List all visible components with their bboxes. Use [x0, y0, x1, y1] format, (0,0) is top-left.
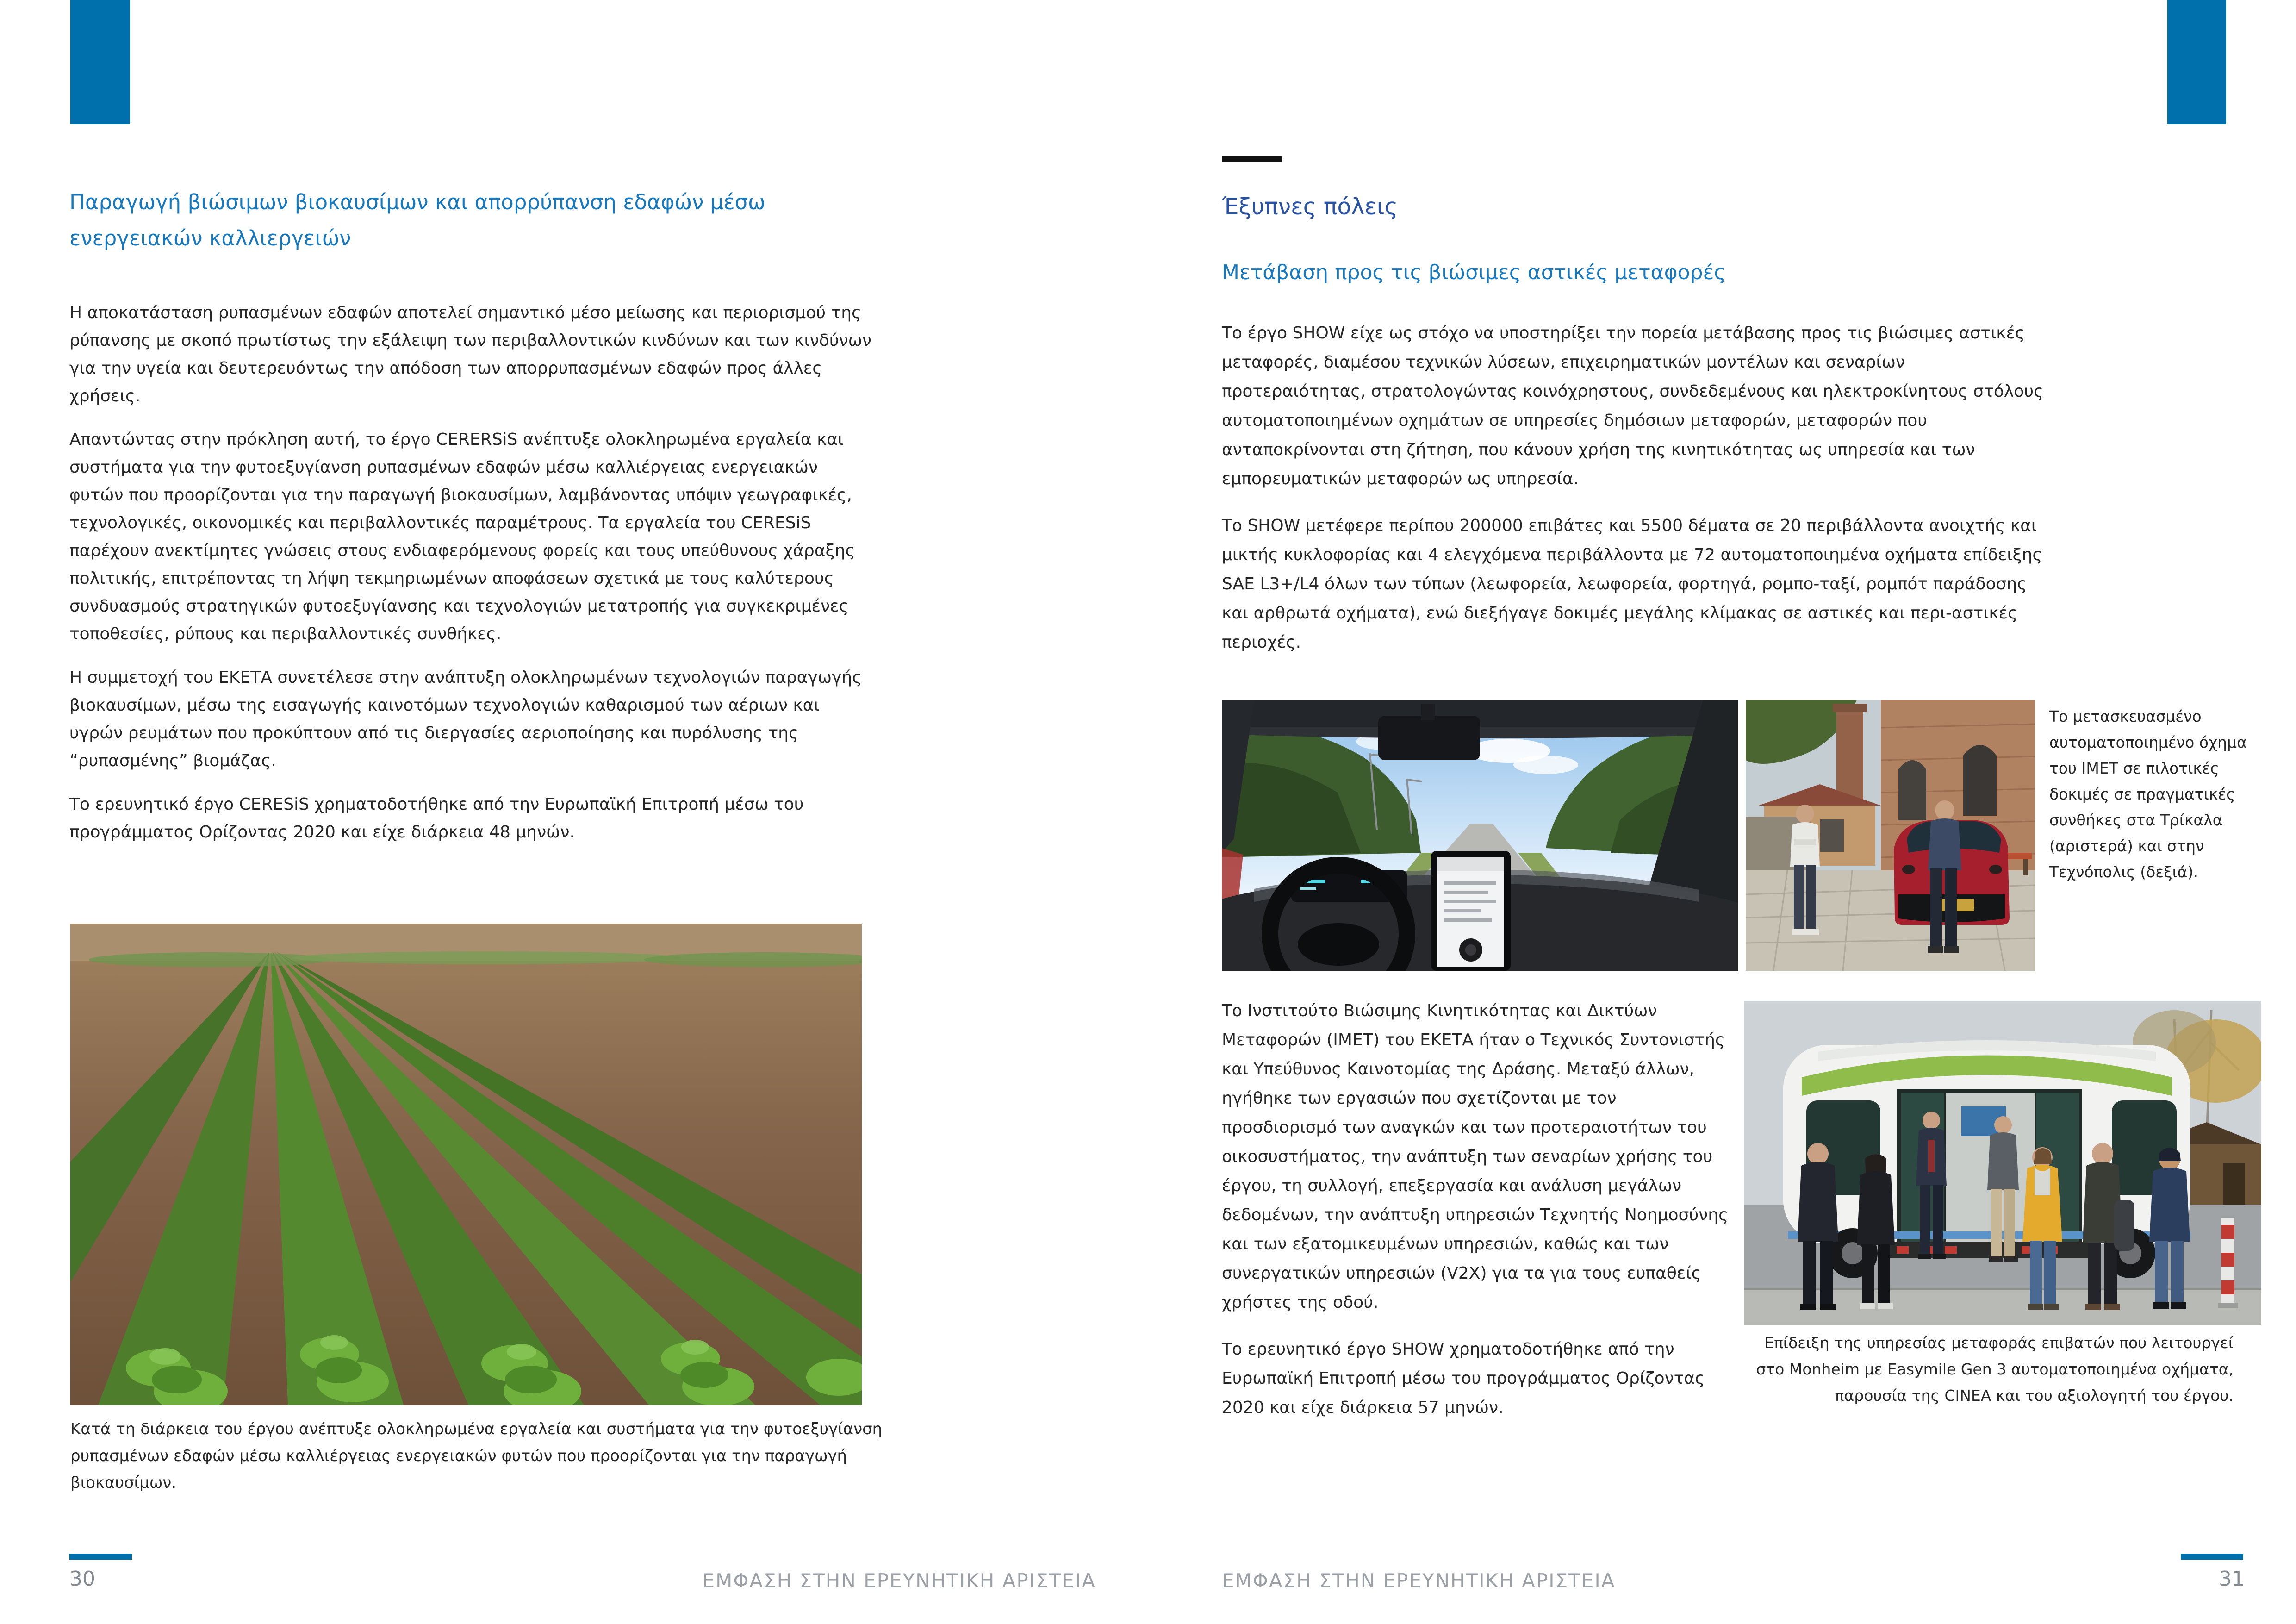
right-page-text-column: [1222, 319, 2050, 675]
right-paragraph-1: Το έργο SHOW είχε ως στόχο να υποστηρίξει την πορεία μετάβασης προς τις βιώσιμες αστικές μεταφορές, διαμέσου τεχνικών λύσεων, επιχειρηματικών μοντέλων και σεναρίων προτεραιότητας, στρατολογώντας κοινόχρηστους, συνδεδεμένους και ηλεκτροκίνητους στόλους αυτοματοποιημένων οχημάτων σε υπηρεσίες δημόσιων μεταφορών, μεταφορών που ανταποκρίνονται στη ζήτηση, που κάνουν χρήση της κινητικότητας ως υπηρεσία και των εμπορευματικών μεταφορών ως υπηρεσία.: [1222, 324, 2044, 488]
right-subheading: Μετάβαση προς τις βιώσιμες αστικές μεταφορές: [1222, 261, 1726, 284]
left-page-heading: Παραγωγή βιώσιμων βιοκαυσίμων και απορρύπανση εδαφών μέσω ενεργειακών καλλιεργειών: [69, 190, 765, 250]
right-column-paragraph-2: Το ερευνητικό έργο SHOW χρηματοδοτήθηκε από την Ευρωπαϊκή Επιτροπή μέσω του προγράμματος Ορίζοντας 2020 και είχε διάρκεια 57 μηνών.: [1222, 1340, 1705, 1417]
right-page-number: 31: [2219, 1567, 2245, 1591]
left-paragraph-3: Η συμμετοχή του ΕΚΕΤΑ συνετέλεσε στην ανάπτυξη ολοκληρωμένων τεχνολογιών παραγωγής βιοκαυσίμων, μέσω της εισαγωγής καινοτόμων τεχνολογιών καθαρισμού των αέριων και υγρών ρευμάτων που προκύπτουν από τις διεργασίες αεριοποίησης και πυρόλυσης της “ρυπασμένης” βιομάζας.: [69, 668, 862, 770]
right-footer-title: ΕΜΦΑΣΗ ΣΤΗΝ ΕΡΕΥΝΗΤΙΚΗ ΑΡΙΣΤΕΙΑ: [1222, 1569, 1616, 1592]
left-footer-title: ΕΜΦΑΣΗ ΣΤΗΝ ΕΡΕΥΝΗΤΙΚΗ ΑΡΙΣΤΕΙΑ: [702, 1569, 1096, 1592]
left-footer-rule: [69, 1554, 132, 1560]
crop-field-photo: [70, 924, 862, 1405]
section-rule: [1222, 156, 1282, 162]
right-page-corner-marker: [2167, 0, 2226, 124]
right-column-paragraph-1: Το Ινστιτούτο Βιώσιμης Κινητικότητας και Δικτύων Μεταφορών (ΙΜΕΤ) του ΕΚΕΤΑ ήταν ο Τεχνικός Συντονιστής και Υπεύθυνος Καινοτομίας της Δράσης. Μεταξύ άλλων, ηγήθηκε των εργασιών που σχετίζονται με τον προσδιορισμό των αναγκών και των προτεραιοτήτων του οικοσυστήματος, την ανάπτυξη των σεναρίων χρήσης του έργου, τη συλλογή, επεξεργασία και ανάλυση μεγάλων δεδομένων, την ανάπτυξη υπηρεσιών Τεχνητής Νοημοσύνης και των εξατομικευμένων υπηρεσιών, καθώς και των συνεργατικών υπηρεσιών (V2X) για τα για τους ευπαθείς χρήστες της οδού.: [1222, 1001, 1729, 1312]
left-page-text-column: [69, 184, 875, 862]
car-photos-caption: Το μετασκευασμένο αυτοματοποιημένο όχημα του ΙΜΕΤ σε πιλοτικές δοκιμές σε πραγματικές συνθήκες στα Τρίκαλα (αριστερά) και στην Τεχνόπολις (δεξιά).: [2049, 707, 2247, 881]
left-paragraph-1: Η αποκατάσταση ρυπασμένων εδαφών αποτελεί σημαντικό μέσο μείωσης και περιορισμού της ρύπανσης με σκοπό πρωτίστως την εξάλειψη των περιβαλλοντικών κινδύνων και των κινδύνων για την υγεία και δευτερευόντως την απόδοση των απορρυπασμένων εδαφών προς άλλες χρήσεις.: [69, 303, 872, 406]
right-paragraph-2: Το SHOW μετέφερε περίπου 200000 επιβάτες και 5500 δέματα σε 20 περιβάλλοντα ανοιχτής και μικτής κυκλοφορίας και 4 ελεγχόμενα περιβάλλοντα με 72 αυτοματοποιημένα οχήματα επίδειξης SAE L3+/L4 όλων των τύπων (λεωφορεία, λεωφορεία, φορτηγά, ρομπο-ταξί, ρομπότ παράδοσης και αρθρωτά οχήματα), ενώ διεξήγαγε δοκιμές μεγάλης κλίμακας σε αστικές και περι-αστικές περιοχές.: [1222, 516, 2042, 652]
red-car-pilot-photo: [1746, 700, 2035, 971]
right-section-heading: Έξυπνες πόλεις: [1222, 194, 1398, 220]
bus-photo-caption: Επίδειξη της υπηρεσίας μεταφοράς επιβατών που λειτουργεί στο Monheim με Easymile Gen 3 αυτοματοποιημένα οχήματα, παρουσία της CINEA και του αξιολογητή του έργου.: [1756, 1334, 2234, 1405]
right-page-narrow-column: [1222, 996, 1736, 1440]
left-paragraph-4: Το ερευνητικό έργο CERESiS χρηματοδοτήθηκε από την Ευρωπαϊκή Επιτροπή μέσω του προγράμματος Ορίζοντας 2020 και είχε διάρκεια 48 μηνών.: [69, 795, 804, 842]
autonomous-car-dashboard-photo: [1222, 700, 1738, 971]
shuttle-bus-group-photo: [1744, 1001, 2261, 1325]
left-page-number: 30: [69, 1567, 95, 1591]
left-photo-caption: Κατά τη διάρκεια του έργου ανέπτυξε ολοκληρωμένα εργαλεία και συστήματα για την φυτοεξυγίανση ρυπασμένων εδαφών μέσω καλλιέργειας ενεργειακών φυτών που προορίζονται για την παραγωγή βιοκαυσίμων.: [70, 1420, 883, 1492]
right-footer-rule: [2181, 1554, 2243, 1560]
left-paragraph-2: Απαντώντας στην πρόκληση αυτή, το έργο CERERSiS ανέπτυξε ολοκληρωμένα εργαλεία και συστήματα για την φυτοεξυγίανση ρυπασμένων εδαφών μέσω καλλιέργειας ενεργειακών φυτών που προορίζονται για την παραγωγή βιοκαυσίμων, λαμβάνοντας υπόψιν γεωγραφικές, τεχνολογικές, οικονομικές και περιβαλλοντικές παραμέτρους. Τα εργαλεία του CERESiS παρέχουν ανεκτίμητες γνώσεις στους ενδιαφερόμενους φορείς και τους υπεύθυνους χάραξης πολιτικής, επιτρέποντας τη λήψη τεκμηριωμένων αποφάσεων σχετικά με τους καλύτερους συνδυασμούς στρατηγικών φυτοεξυγίανσης και τεχνολογιών μετατροπής για συγκεκριμένες τοποθεσίες, ρύπους και περιβαλλοντικές συνθήκες.: [69, 430, 855, 643]
left-page-corner-marker: [70, 0, 130, 124]
